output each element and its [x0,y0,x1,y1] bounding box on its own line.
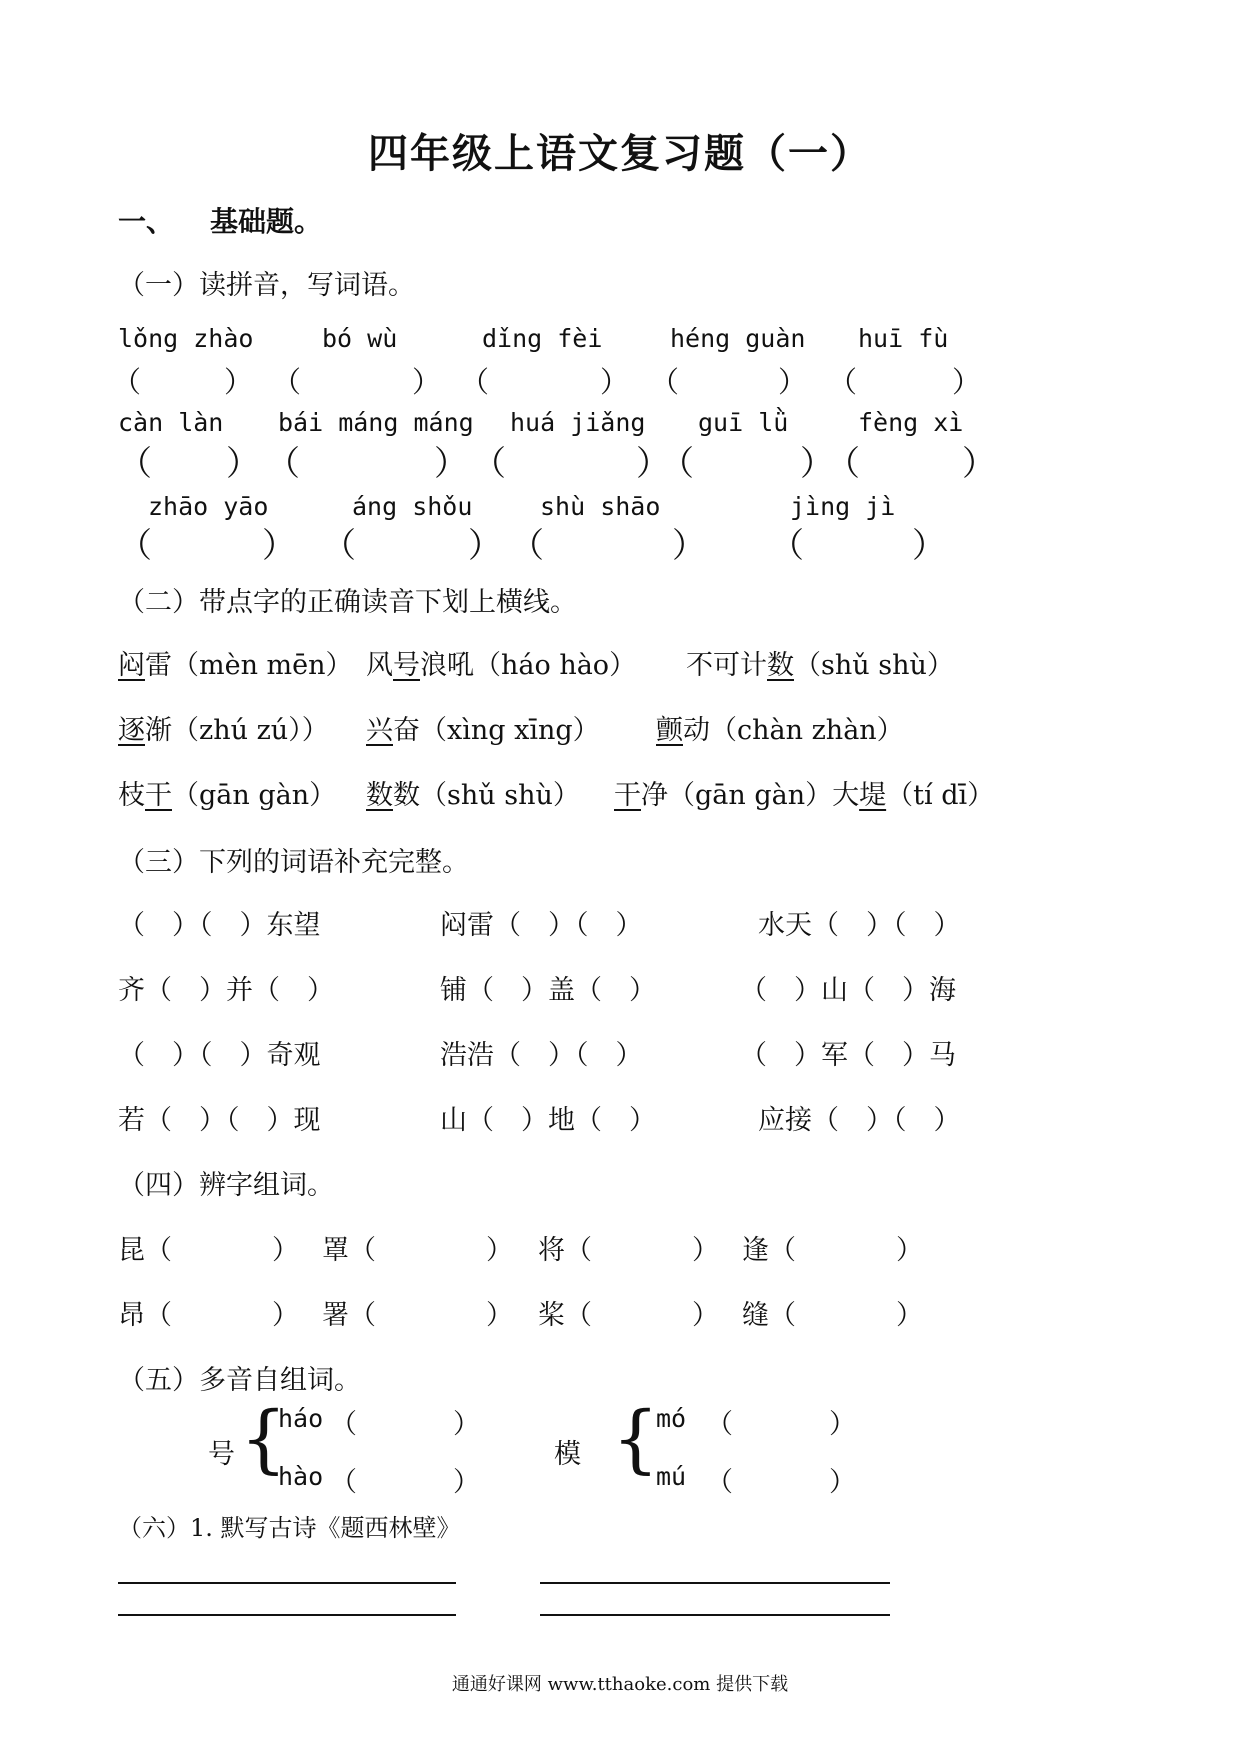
writing-line [540,1582,890,1584]
idiom-item: （ ）山（ ）海 [740,975,956,1006]
answer-paren-open: （ [118,526,152,566]
pinyin-item: zhāo yāo [148,492,269,521]
pinyin-item: áng shǒu [352,492,473,521]
answer-paren-open: （ [472,444,506,484]
idiom-item: （ ）军（ ）马 [740,1040,956,1071]
answer-paren-open: （ [118,444,152,484]
part4-heading: （四）辨字组词。 [118,1170,334,1201]
answer-paren: （ ） [706,1409,856,1440]
answer-paren-close: ） [778,365,808,399]
char-word-item: 罩（ ） [322,1235,513,1266]
answer-paren-open: （ [322,526,356,566]
idiom-item: 应接（ ）（ ） [758,1105,961,1136]
writing-line [118,1582,456,1584]
pinyin-item: dǐng fèi [482,324,603,353]
answer-paren-close: ） [600,365,630,399]
idiom-item: （ ）（ ）奇观 [118,1040,321,1071]
answer-paren-close: ） [952,365,982,399]
char-word-item: 署（ ） [322,1300,513,1331]
answer-paren: （ ） [330,1409,480,1440]
answer-paren-open: （ [272,365,302,399]
reading-item: 干净（gān gàn）大堤（tí dī） [614,780,995,811]
answer-paren-close: ） [672,526,706,566]
char-word-item: 昆（ ） [118,1235,299,1266]
part6-heading: （六）1. 默写古诗《题西林壁》 [118,1514,461,1542]
part5-heading: （五）多音自组词。 [118,1365,361,1396]
part3-heading: （三）下列的词语补充完整。 [118,847,469,878]
idiom-item: 山（ ）地（ ） [440,1105,656,1136]
answer-paren-open: （ [510,526,544,566]
char-word-item: 缝（ ） [742,1300,923,1331]
idiom-item: 闷雷（ ）（ ） [440,910,643,941]
answer-paren-open: （ [266,444,300,484]
answer-paren-close: ） [468,526,502,566]
idiom-item: 铺（ ）盖（ ） [440,975,656,1006]
polyphone-reading: háo [278,1404,324,1433]
idiom-item: 齐（ ）并（ ） [118,975,334,1006]
pinyin-item: héng guàn [670,324,806,353]
answer-paren-close: ） [636,444,670,484]
answer-paren-open: （ [770,526,804,566]
section-number: 一、 [118,205,175,238]
brace-icon: { [612,1396,660,1482]
answer-paren: （ ） [330,1467,480,1498]
answer-paren-close: ） [912,526,946,566]
pinyin-item: shù shāo [540,492,661,521]
answer-paren-close: ） [800,444,834,484]
page-title: 四年级上语文复习题（一） [368,131,872,177]
idiom-item: （ ）（ ）东望 [118,910,321,941]
pinyin-item: lǒng zhào [118,324,254,353]
answer-paren-close: ） [962,444,996,484]
answer-paren-open: （ [650,365,680,399]
answer-paren-open: （ [460,365,490,399]
reading-item: 风号浪吼（háo hào） [366,650,637,681]
pinyin-item: guī lǜ [698,408,789,437]
answer-paren-open: （ [660,444,694,484]
reading-item: 颤动（chàn zhàn） [656,715,904,746]
part1-heading: （一）读拼音，写词语。 [118,270,415,301]
idiom-item: 若（ ）（ ）现 [118,1105,321,1136]
pinyin-item: huī fù [858,324,949,353]
reading-item: 枝干（gān gàn） [118,780,337,811]
pinyin-item: bái máng máng [278,408,474,437]
reading-item: 闷雷（mèn mēn） [118,650,353,681]
polyphone-reading: mú [656,1462,687,1491]
pinyin-item: bó wù [322,324,398,353]
char-word-item: 昂（ ） [118,1300,299,1331]
char-word-item: 将（ ） [538,1235,719,1266]
char-word-item: 逢（ ） [742,1235,923,1266]
answer-paren-open: （ [826,444,860,484]
writing-line [118,1614,456,1616]
reading-item: 逐渐（zhú zú）） [118,715,329,746]
answer-paren-close: ） [262,526,296,566]
polyphone-reading: hào [278,1462,324,1491]
answer-paren: （ ） [706,1467,856,1498]
reading-item: 不可计数（shǔ shù） [686,650,954,681]
polyphone-reading: mó [656,1404,687,1433]
reading-item: 数数（shǔ shù） [366,780,580,811]
idiom-item: 水天（ ）（ ） [758,910,961,941]
brace-icon: { [240,1396,288,1482]
answer-paren-open: （ [828,365,858,399]
polyphone-char: 模 [554,1439,581,1470]
idiom-item: 浩浩（ ）（ ） [440,1040,643,1071]
answer-paren-close: ） [434,444,468,484]
page-footer: 通通好课网 www.tthaoke.com 提供下载 [451,1674,789,1695]
reading-item: 兴奋（xìng xīng） [366,715,600,746]
answer-paren-close: ） [226,444,260,484]
char-word-item: 桨（ ） [538,1300,719,1331]
answer-paren-close: ） [412,365,442,399]
section-label: 基础题。 [210,205,323,238]
part2-heading: （二）带点字的正确读音下划上横线。 [118,587,577,618]
pinyin-item: jìng jì [790,492,896,521]
writing-line [540,1614,890,1616]
pinyin-item: càn làn [118,408,224,437]
answer-paren-open: （ [112,365,142,399]
pinyin-item: fèng xì [858,408,964,437]
pinyin-item: huá jiǎng [510,408,646,437]
answer-paren-close: ） [224,365,254,399]
polyphone-char: 号 [208,1439,235,1470]
